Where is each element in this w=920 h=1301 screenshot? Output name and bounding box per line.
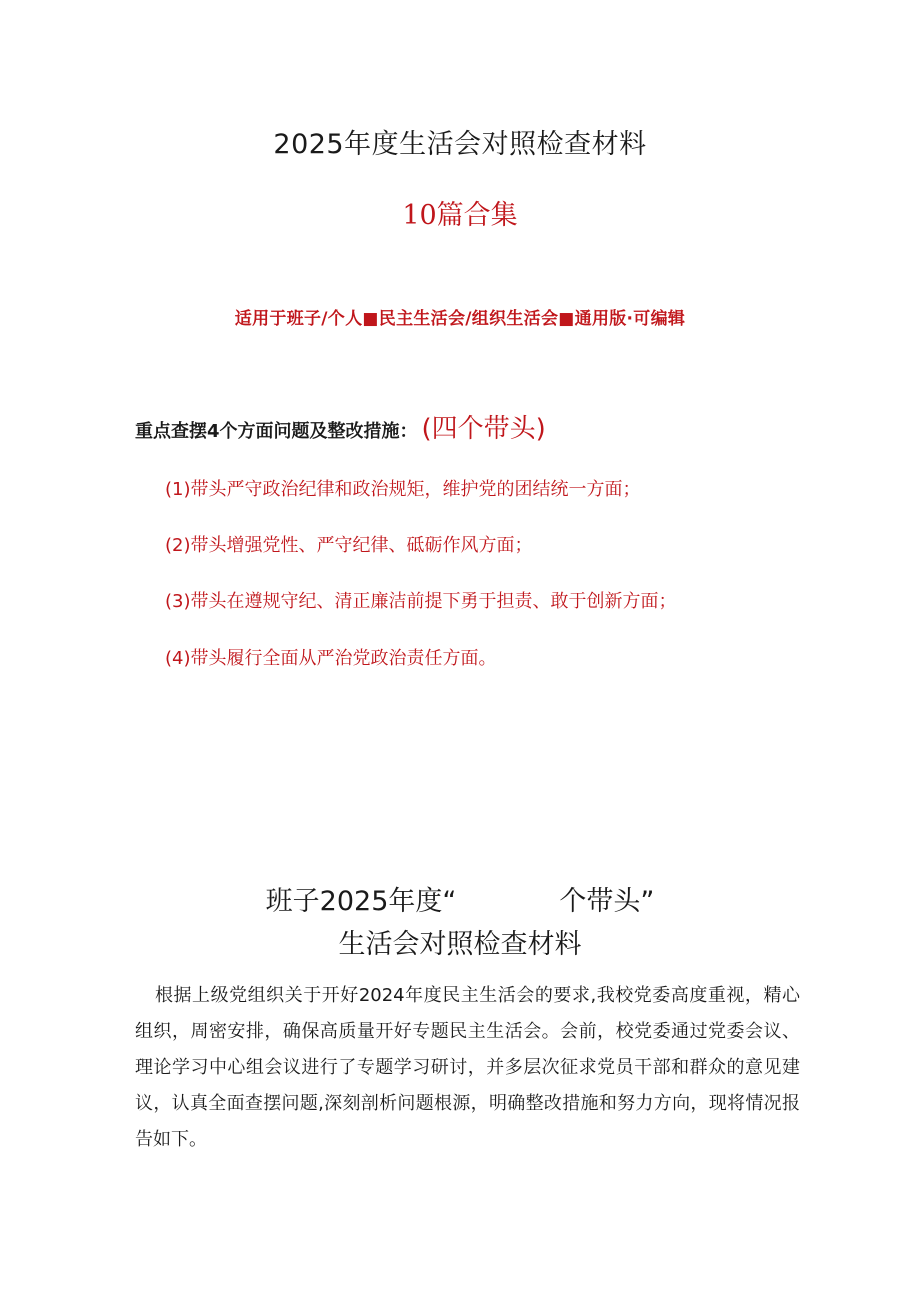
focus-heading — [135, 408, 546, 445]
focus-label: 重点查摆4个方面问题及整改措施： — [135, 421, 418, 442]
article-title-line1: 班子2025年度“ 个带头” — [265, 886, 655, 917]
focus-item: (1)带头严守政治纪律和政治规矩，维护党的团结统一方面； — [165, 479, 641, 500]
article-body-paragraph: 根据上级党组织关于开好2024年度民主生活会的要求,我校党委高度重视，精心组织，周密安排，确保高质量开好专题民主生活会。会前，校党委通过党委会议、理论学习中心组会议进行了专题学习研讨，并多层次征求党员干部和群众的意见建议，认真全面查摆问题,深刻剖析问题根源，明确整改措施和努力方向，现将情况报告如下。 — [135, 985, 800, 1150]
document-title: 2025年度生活会对照检查材料 — [273, 129, 647, 160]
collection-subtitle: 10篇合集 — [402, 200, 518, 231]
article-title-line2: 生活会对照检查材料 — [338, 929, 582, 960]
focus-item: (3)带头在遵规守纪、清正廉洁前提下勇于担责、敢于创新方面； — [165, 591, 677, 612]
focus-item: (4)带头履行全面从严治党政治责任方面。 — [165, 648, 497, 669]
focus-highlight: (四个带头) — [421, 414, 546, 444]
focus-item: (2)带头增强党性、严守纪律、砥砺作风方面； — [165, 535, 533, 556]
scope-line: 适用于班子/个人■民主生活会/组织生活会■通用版·可编辑 — [234, 309, 686, 329]
